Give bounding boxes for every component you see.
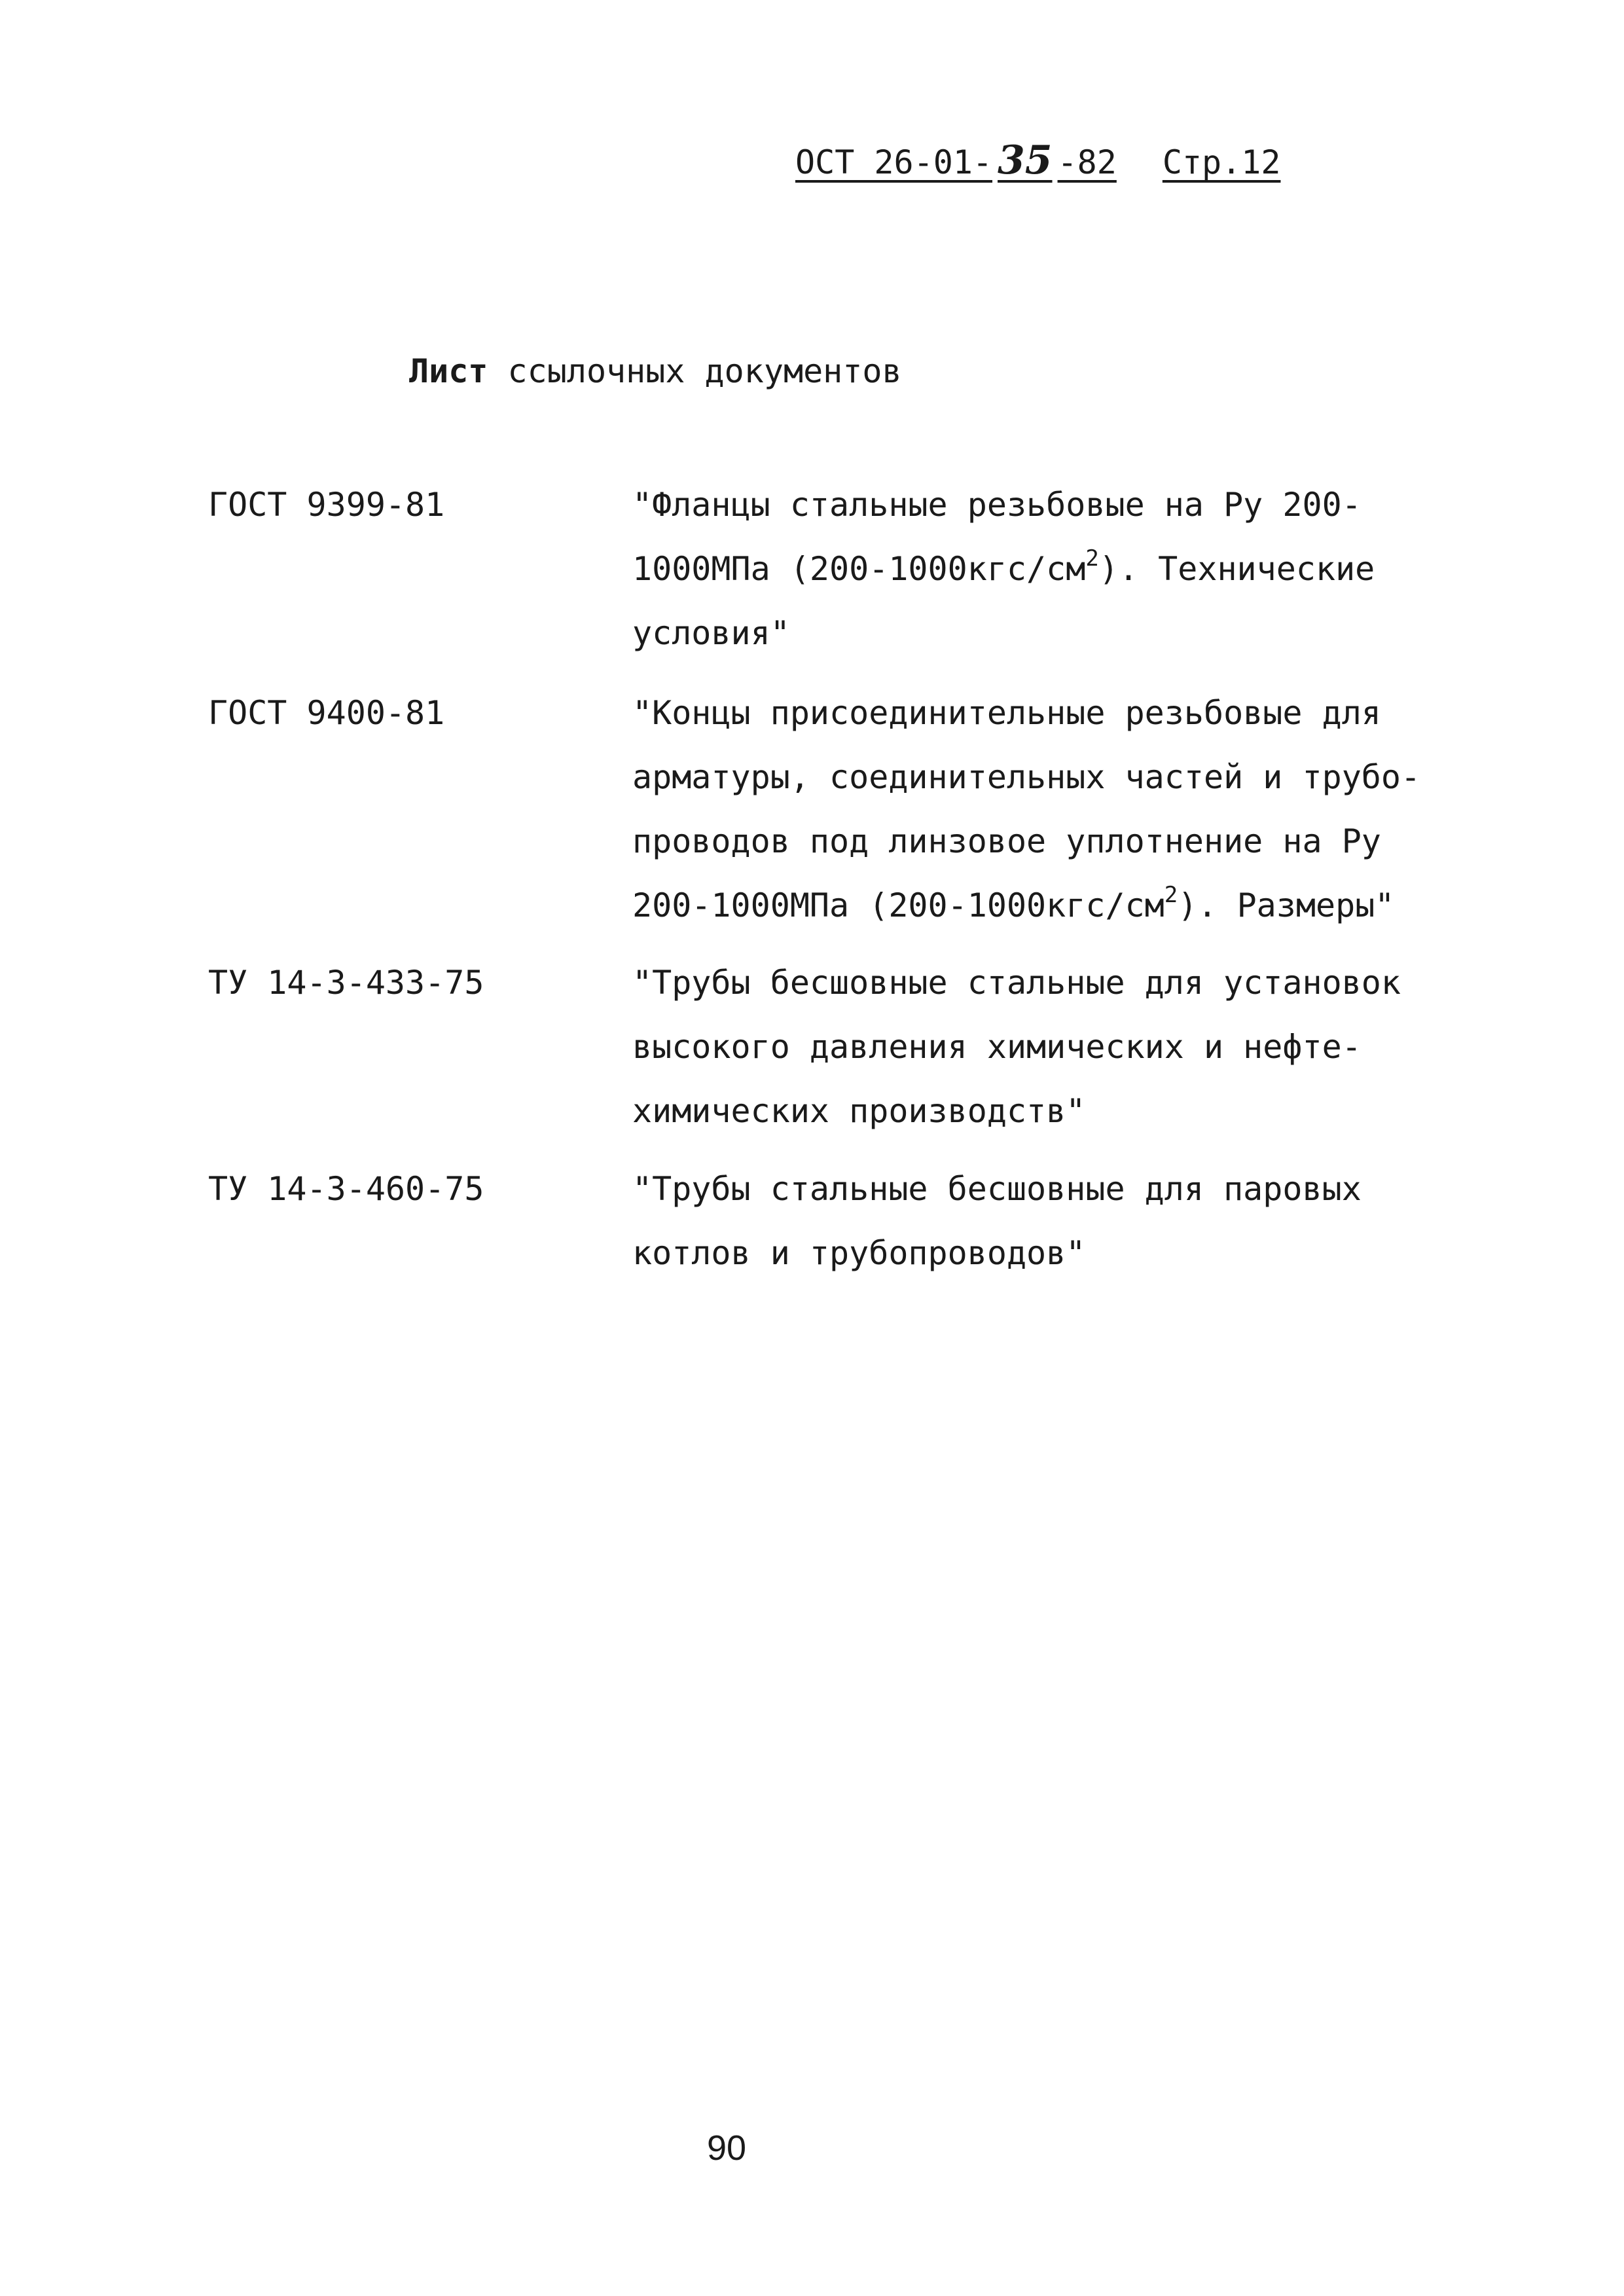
reference-description-line: высокого давления химических и нефте-	[632, 1028, 1362, 1066]
page-title	[409, 348, 902, 394]
reference-description	[632, 681, 1451, 951]
superscript: 2	[1085, 545, 1099, 572]
reference-description	[632, 1157, 1451, 1301]
reference-item	[208, 681, 1452, 951]
reference-code: ТУ 14-3-460-75	[208, 1170, 484, 1208]
doc-code-handwritten-number: 35	[998, 137, 1053, 183]
reference-description-line: котлов и трубопроводов"	[632, 1234, 1086, 1272]
reference-description-line: "Концы присоединительные резьбовые для	[632, 694, 1381, 732]
reference-description-line: 1000МПа $(200-1000кгс/см^2)$. Технические	[632, 545, 1375, 588]
reference-description	[632, 473, 1451, 681]
doc-code-prefix: ОСТ 26-01-	[795, 143, 993, 181]
reference-description-line: 200-1000МПа $(200-1000кгс/см^2)$. Размеры"	[632, 882, 1395, 924]
reference-item	[208, 1157, 1452, 1301]
page-title-first-word: Лист	[409, 352, 488, 390]
reference-description-line: проводов под линзовое уплотнение на Ру	[632, 822, 1381, 860]
reference-code: ГОСТ 9399-81	[208, 486, 445, 524]
reference-description-line: химических производств"	[632, 1092, 1086, 1130]
reference-item	[208, 951, 1452, 1157]
reference-list	[208, 473, 1452, 1301]
reference-item	[208, 473, 1452, 681]
reference-description-line: "Фланцы стальные резьбовые на Ру 200-	[632, 486, 1362, 524]
reference-description	[632, 951, 1451, 1157]
reference-description-line: "Трубы стальные бесшовные для паровых	[632, 1170, 1362, 1208]
reference-description-line: "Трубы бесшовные стальные для установок	[632, 964, 1401, 1002]
reference-description-line: условия"	[632, 614, 790, 652]
reference-code: ГОСТ 9400-81	[208, 694, 445, 732]
page-number: 90	[707, 2128, 747, 2168]
page-title-rest: ссылочных документов	[507, 352, 902, 390]
page-label: Стр.12	[1162, 143, 1281, 181]
superscript: 2	[1164, 882, 1178, 909]
doc-code-suffix: -82	[1057, 143, 1117, 181]
document-header	[795, 137, 1280, 185]
reference-description-line: арматуры, соединительных частей и трубо-	[632, 758, 1421, 796]
reference-code: ТУ 14-3-433-75	[208, 964, 484, 1002]
